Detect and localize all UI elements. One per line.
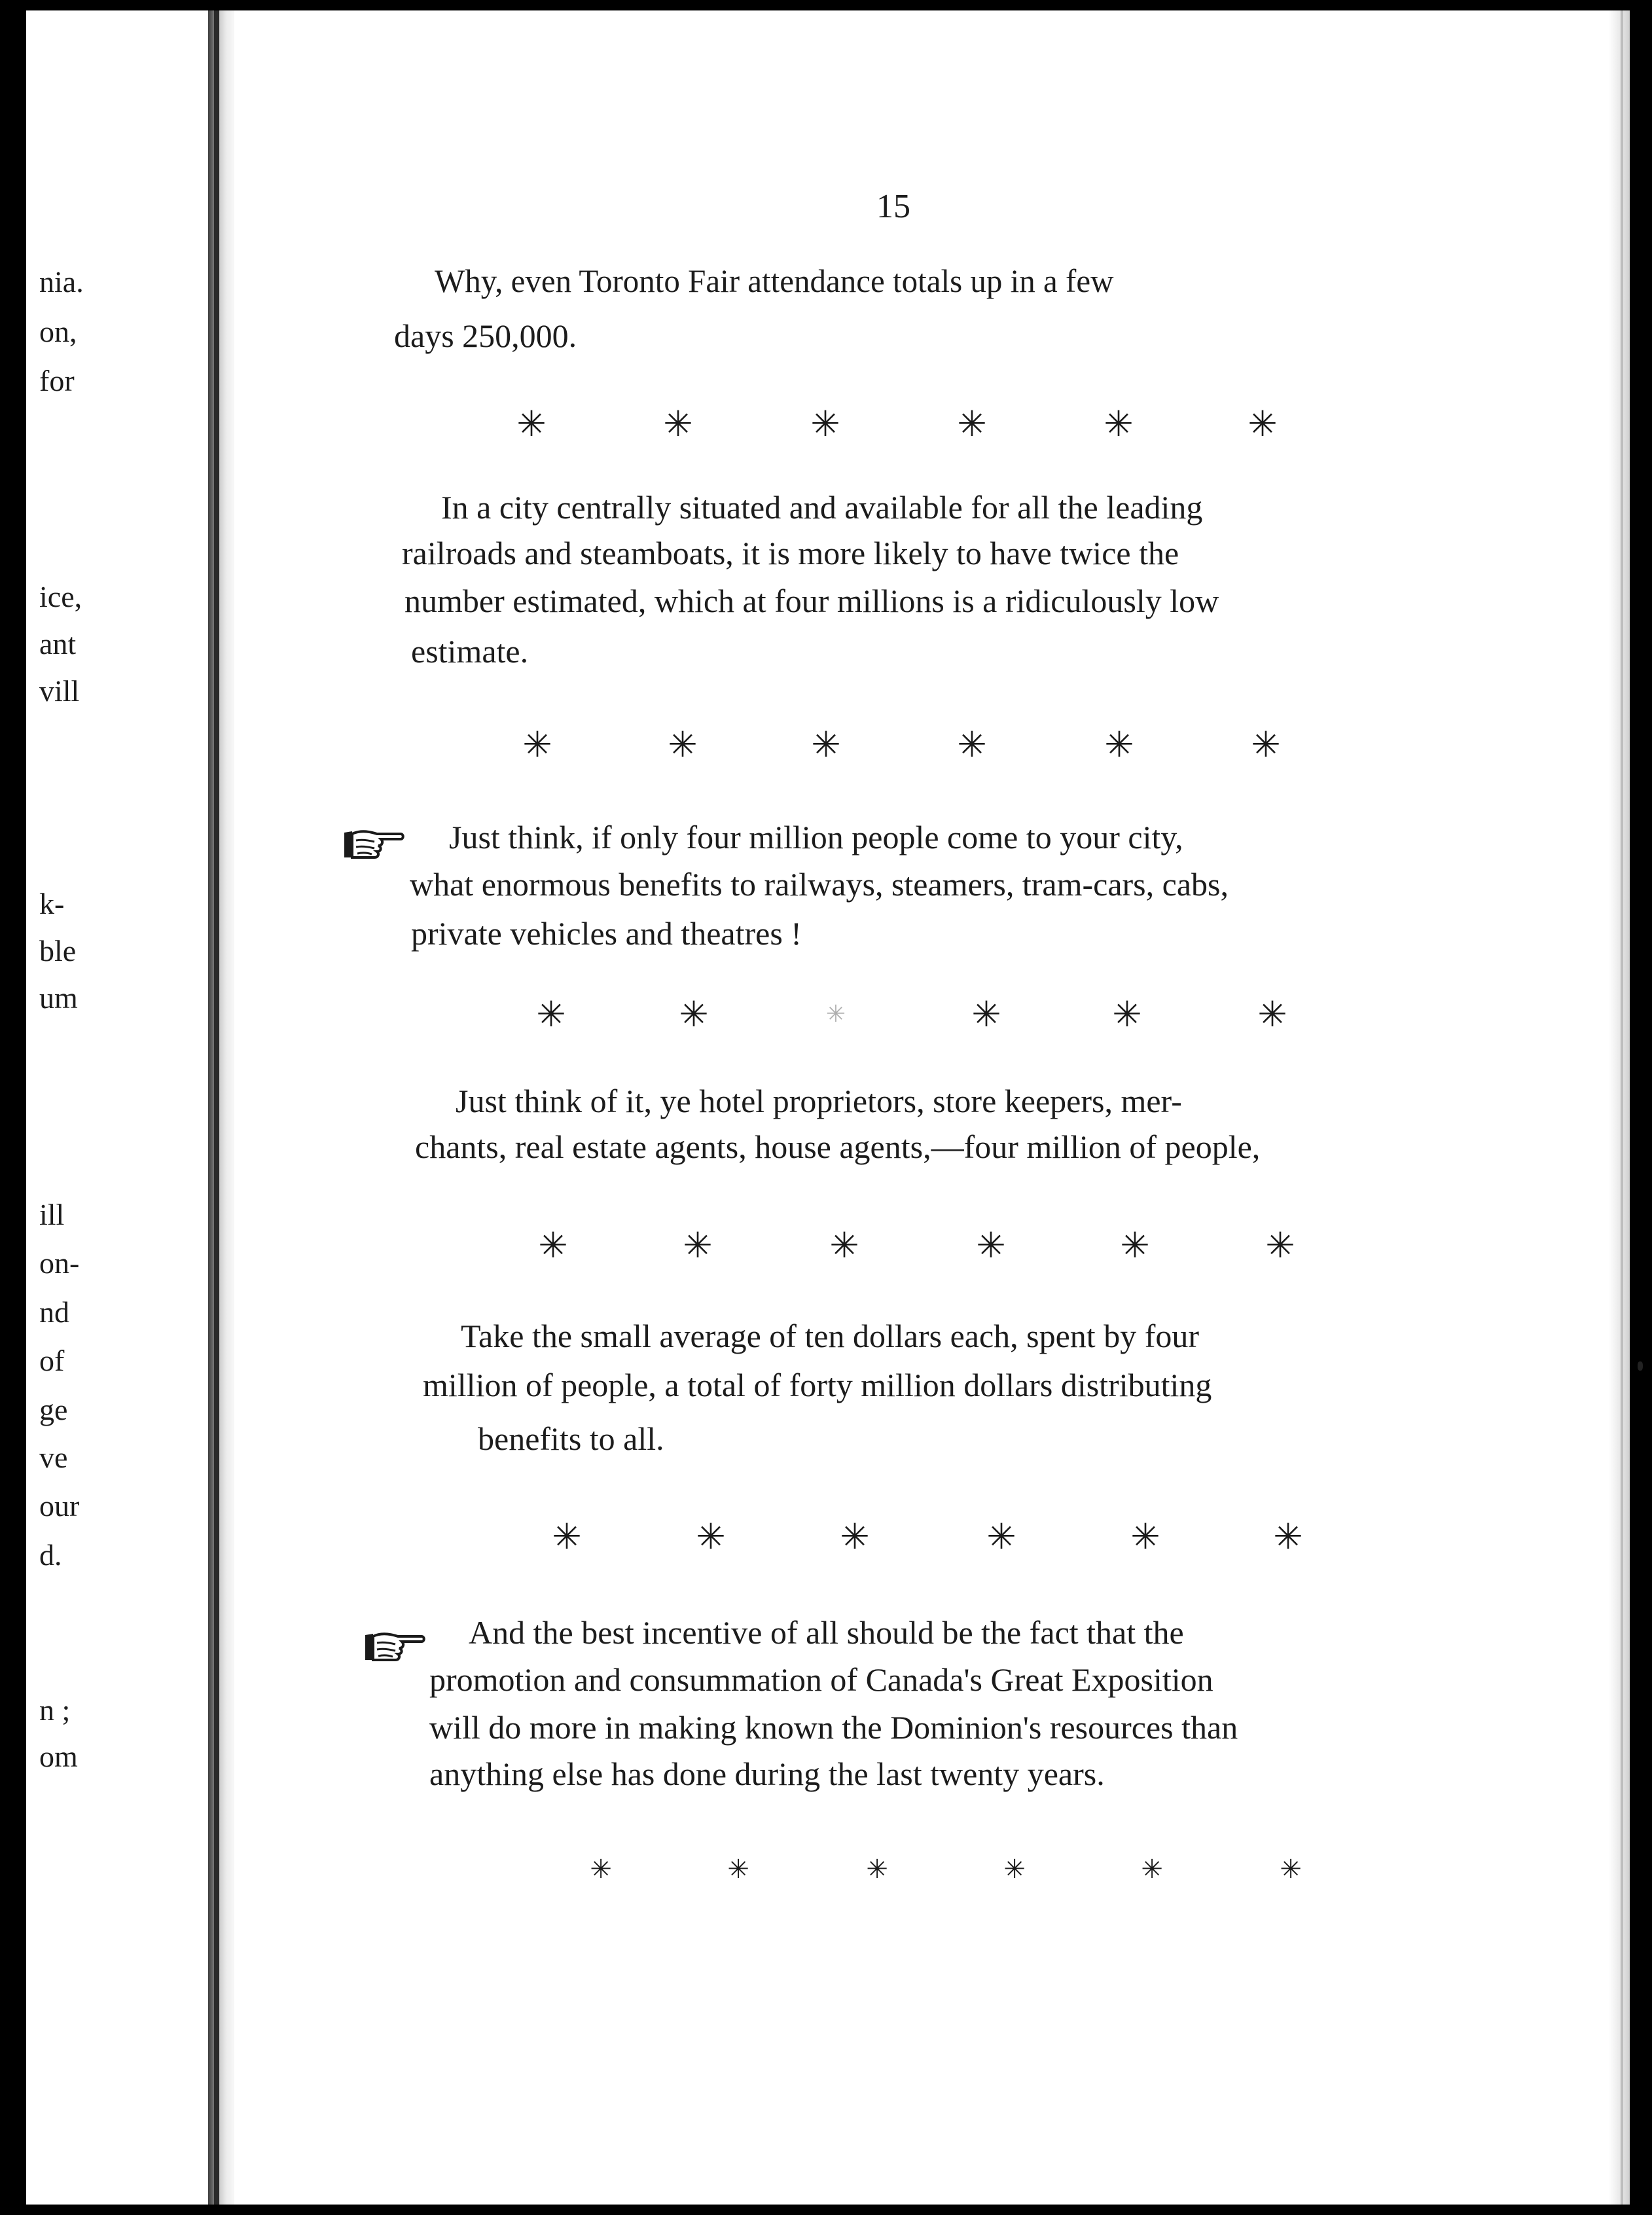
left-fragment: for bbox=[39, 364, 75, 397]
left-fragment: ice, bbox=[39, 580, 82, 613]
left-fragment: d. bbox=[39, 1538, 62, 1572]
asterisk-glyph: ✳ bbox=[957, 724, 987, 765]
asterisk-glyph: ✳ bbox=[1112, 994, 1142, 1035]
left-fragment: k- bbox=[39, 887, 65, 920]
asterisk-glyph: ✳ bbox=[663, 403, 693, 444]
left-fragment: ill bbox=[39, 1198, 65, 1231]
asterism-separator bbox=[0, 1517, 1652, 1557]
asterism-separator bbox=[0, 1226, 1652, 1265]
asterisk-glyph: ✳ bbox=[840, 1516, 870, 1557]
asterisk-glyph: ✳ bbox=[590, 1854, 612, 1884]
text-line: Take the small average of ten dollars each, spent by four bbox=[461, 1318, 1200, 1354]
text-line: what enormous benefits to railways, steamers, tram-cars, cabs, bbox=[410, 866, 1229, 903]
asterisk-glyph: ✳ bbox=[1248, 403, 1278, 444]
asterisk-glyph: ✳ bbox=[976, 1225, 1006, 1266]
asterisk-glyph: ✳ bbox=[1141, 1854, 1163, 1884]
asterisk-glyph: ✳ bbox=[1257, 994, 1287, 1035]
left-fragment: of bbox=[39, 1344, 65, 1377]
left-fragment: our bbox=[39, 1489, 80, 1522]
asterisk-glyph-faded: ✳ bbox=[825, 1001, 846, 1028]
asterisk-glyph: ✳ bbox=[679, 994, 709, 1035]
text-line: million of people, a total of forty million dollars distributing bbox=[423, 1367, 1212, 1403]
asterisk-glyph: ✳ bbox=[696, 1516, 726, 1557]
text-line: chants, real estate agents, house agents,—four million of people, bbox=[415, 1128, 1261, 1165]
text-line: days 250,000. bbox=[394, 317, 577, 354]
asterism-separator bbox=[0, 1850, 1652, 1889]
left-fragment: ve bbox=[39, 1441, 68, 1474]
asterisk-glyph: ✳ bbox=[1104, 403, 1134, 444]
text-line: Just think of it, ye hotel proprietors, store keepers, mer- bbox=[456, 1083, 1182, 1119]
asterisk-glyph: ✳ bbox=[971, 994, 1001, 1035]
asterisk-glyph: ✳ bbox=[1104, 724, 1134, 765]
left-fragment: on, bbox=[39, 315, 77, 348]
scan-border-bottom bbox=[0, 2205, 1652, 2215]
left-fragment: vill bbox=[39, 674, 80, 708]
text-line: number estimated, which at four millions is a ridiculously low bbox=[404, 583, 1219, 619]
asterisk-glyph: ✳ bbox=[957, 403, 987, 444]
asterisk-glyph: ✳ bbox=[516, 403, 547, 444]
text-line: Just think, if only four million people come to your city, bbox=[449, 819, 1183, 855]
left-fragment: nia. bbox=[39, 265, 84, 298]
asterisk-glyph: ✳ bbox=[552, 1516, 582, 1557]
left-fragment: ant bbox=[39, 627, 77, 660]
asterisk-glyph: ✳ bbox=[810, 403, 840, 444]
asterism-separator bbox=[0, 725, 1652, 765]
text-line: railroads and steamboats, it is more likely to have twice the bbox=[402, 535, 1179, 571]
asterisk-glyph: ✳ bbox=[538, 1225, 568, 1266]
text-line: estimate. bbox=[411, 633, 529, 670]
scan-border-top bbox=[0, 0, 1652, 10]
left-fragment: n ; bbox=[39, 1693, 71, 1727]
left-fragment: om bbox=[39, 1740, 78, 1773]
pointing-hand-icon bbox=[361, 1629, 427, 1665]
text-line: Why, even Toronto Fair attendance totals up in a few bbox=[435, 262, 1114, 299]
asterisk-glyph: ✳ bbox=[1251, 724, 1281, 765]
asterism-separator bbox=[0, 405, 1652, 444]
scan-speck bbox=[1638, 1361, 1643, 1371]
left-fragment: on- bbox=[39, 1246, 80, 1280]
asterisk-glyph: ✳ bbox=[1265, 1225, 1295, 1266]
text-line: will do more in making known the Dominion's resources than bbox=[429, 1709, 1238, 1746]
left-fragment: nd bbox=[39, 1295, 69, 1329]
text-line: In a city centrally situated and available for all the leading bbox=[441, 489, 1203, 526]
asterisk-glyph: ✳ bbox=[866, 1854, 888, 1884]
text-line: private vehicles and theatres ! bbox=[411, 915, 802, 952]
asterisk-glyph: ✳ bbox=[1280, 1854, 1302, 1884]
pointing-hand-icon bbox=[340, 826, 406, 863]
asterisk-glyph: ✳ bbox=[727, 1854, 749, 1884]
asterisk-glyph: ✳ bbox=[1003, 1854, 1026, 1884]
text-line: promotion and consummation of Canada's Great Exposition bbox=[429, 1661, 1213, 1698]
text-line: benefits to all. bbox=[478, 1420, 664, 1457]
text-line: anything else has done during the last twenty years. bbox=[429, 1756, 1105, 1792]
asterisk-glyph: ✳ bbox=[986, 1516, 1016, 1557]
asterisk-glyph: ✳ bbox=[668, 724, 698, 765]
left-fragment: um bbox=[39, 981, 78, 1015]
asterisk-glyph: ✳ bbox=[536, 994, 566, 1035]
left-fragment: ble bbox=[39, 934, 77, 967]
asterism-separator bbox=[0, 995, 1652, 1034]
asterisk-glyph: ✳ bbox=[829, 1225, 859, 1266]
asterisk-glyph: ✳ bbox=[522, 724, 552, 765]
left-fragment: ge bbox=[39, 1393, 68, 1426]
asterisk-glyph: ✳ bbox=[1120, 1225, 1150, 1266]
text-line: And the best incentive of all should be the fact that the bbox=[469, 1614, 1184, 1651]
asterisk-glyph: ✳ bbox=[811, 724, 841, 765]
asterisk-glyph: ✳ bbox=[1130, 1516, 1160, 1557]
asterisk-glyph: ✳ bbox=[683, 1225, 713, 1266]
asterisk-glyph: ✳ bbox=[1273, 1516, 1303, 1557]
page-number: 15 bbox=[876, 188, 910, 225]
